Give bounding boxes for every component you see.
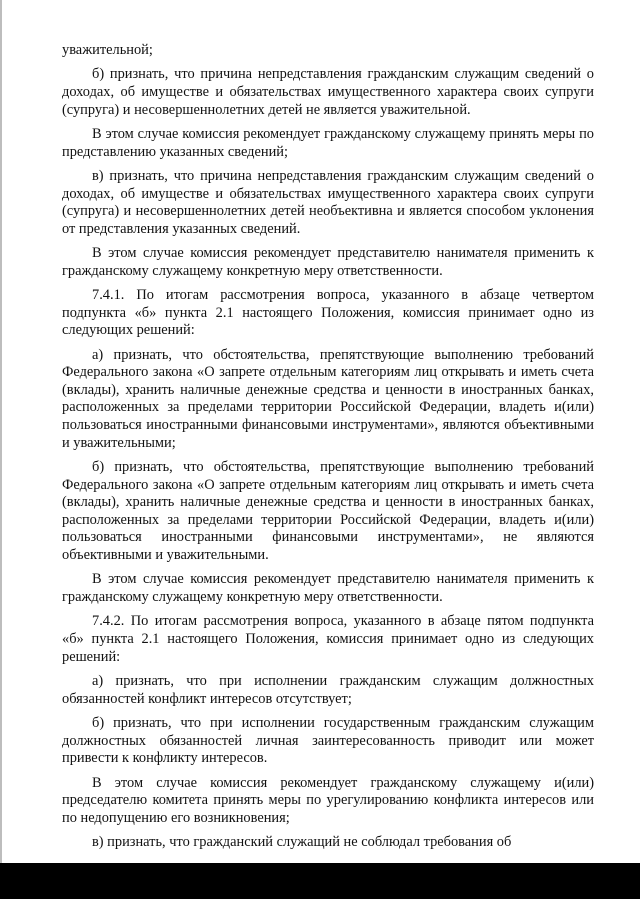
paragraph-item-v: в) признать, что причина непредставления гражданским служащим сведений о доходах, об имуществе и обязательствах имущественного характера своих супруги (супруга) и несовершеннолетних детей необъективна и является способом уклонения от представления указанных сведений. (62, 167, 594, 237)
paragraph-item-b: б) признать, что обстоятельства, препятствующие выполнению требований Федерального закона «О запрете отдельным категориям лиц открывать и иметь счета (вклады), хранить наличные денежные средства и ценности в иностранных банках, расположенных за пределами территории Российской Федерации, владеть и(или) пользоваться иностранными финансовыми инструментами», не являются объективными и уважительными. (62, 459, 594, 564)
page-left-edge (0, 0, 2, 863)
scan-bottom-bar (0, 863, 640, 899)
paragraph-recommendation: В этом случае комиссия рекомендует гражданскому служащему и(или) председателю комитета принять меры по урегулированию конфликта интересов или по недопущению его возникновения; (62, 774, 594, 826)
paragraph-recommendation: В этом случае комиссия рекомендует гражданскому служащему принять меры по представлению указанных сведений; (62, 125, 594, 160)
document-body (62, 42, 594, 859)
paragraph-item-a: а) признать, что обстоятельства, препятствующие выполнению требований Федерального закона «О запрете отдельным категориям лиц открывать и иметь счета (вклады), хранить наличные денежные средства и ценности в иностранных банках, расположенных за пределами территории Российской Федерации, владеть и(или) пользоваться иностранными финансовыми инструментами», являются объективными и уважительными; (62, 346, 594, 451)
paragraph-section-7-4-2: 7.4.2. По итогам рассмотрения вопроса, указанного в абзаце пятом подпункта «б» пункта 2.1 настоящего Положения, комиссия принимает одно из следующих решений: (62, 613, 594, 665)
paragraph-recommendation: В этом случае комиссия рекомендует представителю нанимателя применить к гражданскому служащему конкретную меру ответственности. (62, 571, 594, 605)
paragraph-item-v: в) признать, что гражданский служащий не соблюдал требования об (92, 834, 512, 851)
paragraph-item-b: б) признать, что причина непредставления гражданским служащим сведений о доходах, об имуществе и обязательствах имущественного характера своих супруги (супруга) и несовершеннолетних детей не является уважительной. (62, 66, 594, 118)
paragraph-recommendation: В этом случае комиссия рекомендует представителю нанимателя применить к гражданскому служащему конкретную меру ответственности. (62, 245, 594, 279)
paragraph-section-7-4-1: 7.4.1. По итогам рассмотрения вопроса, указанного в абзаце четвертом подпункта «б» пункта 2.1 настоящего Положения, комиссия принимает одно из следующих решений: (62, 287, 594, 339)
paragraph-item-b: б) признать, что при исполнении государственным гражданским служащим должностных обязанностей личная заинтересованность приводит или может привести к конфликту интересов. (62, 714, 594, 767)
paragraph-continuation: уважительной; (62, 42, 153, 58)
paragraph-item-a: а) признать, что при исполнении гражданским служащим должностных обязанностей конфликт интересов отсутствует; (62, 672, 594, 707)
